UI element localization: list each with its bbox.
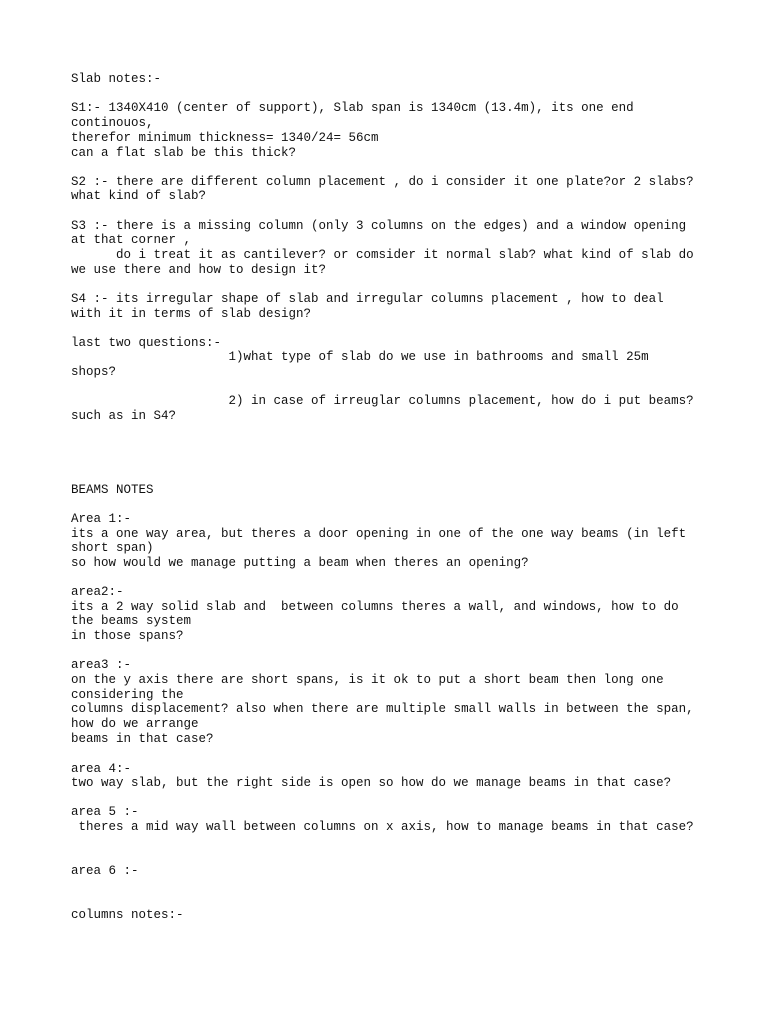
area-4-line-1: two way slab, but the right side is open so how do we manage beams in that case?: [71, 776, 672, 790]
question-2-line-2: such as in S4?: [71, 409, 177, 423]
s4-line-2: with it in terms of slab design?: [71, 307, 312, 321]
area-2-line-2: the beams system: [71, 614, 192, 628]
question-1-line-2: shops?: [71, 365, 117, 379]
area-3-line-1: on the y axis there are short spans, is it ok to put a short beam then long one: [71, 673, 664, 687]
question-1-line-1: 1)what type of slab do we use in bathrooms and small 25m: [71, 350, 649, 364]
slab-notes-heading: Slab notes:-: [71, 72, 162, 86]
last-questions-heading: last two questions:-: [71, 336, 222, 350]
area-2-heading: area2:-: [71, 585, 124, 599]
s1-line-3: therefor minimum thickness= 1340/24= 56cm: [71, 131, 379, 145]
area-3-line-3: columns displacement? also when there are multiple small walls in between the span,: [71, 702, 694, 716]
s1-line-1: S1:- 1340X410 (center of support), Slab span is 1340cm (13.4m), its one end: [71, 101, 634, 115]
area-2-line-1: its a 2 way solid slab and between columns theres a wall, and windows, how to do: [71, 600, 679, 614]
area-3-line-4: how do we arrange: [71, 717, 199, 731]
area-3-heading: area3 :-: [71, 658, 132, 672]
area-3-line-2: considering the: [71, 688, 184, 702]
s4-line-1: S4 :- its irregular shape of slab and irregular columns placement , how to deal: [71, 292, 664, 306]
beams-notes-heading: BEAMS NOTES: [71, 483, 154, 497]
area-1-line-1: its a one way area, but theres a door opening in one of the one way beams (in left: [71, 527, 687, 541]
s1-line-4: can a flat slab be this thick?: [71, 146, 297, 160]
area-4-heading: area 4:-: [71, 762, 132, 776]
s2-line-2: what kind of slab?: [71, 189, 207, 203]
area-6-heading: area 6 :-: [71, 864, 139, 878]
area-5-heading: area 5 :-: [71, 805, 139, 819]
s1-line-2: continouos,: [71, 116, 154, 130]
area-1-heading: Area 1:-: [71, 512, 132, 526]
s3-line-2: at that corner ,: [71, 233, 192, 247]
s2-line-1: S2 :- there are different column placement , do i consider it one plate?or 2 slabs?: [71, 175, 694, 189]
area-3-line-5: beams in that case?: [71, 732, 214, 746]
area-2-line-3: in those spans?: [71, 629, 184, 643]
s3-line-3: do i treat it as cantilever? or comsider it normal slab? what kind of slab do: [71, 248, 694, 262]
area-1-line-3: so how would we manage putting a beam when theres an opening?: [71, 556, 529, 570]
s3-line-1: S3 :- there is a missing column (only 3 columns on the edges) and a window opening: [71, 219, 687, 233]
columns-notes-heading: columns notes:-: [71, 908, 184, 922]
area-1-line-2: short span): [71, 541, 154, 555]
question-2-line-1: 2) in case of irreuglar columns placement, how do i put beams?: [71, 394, 694, 408]
area-5-line-1: theres a mid way wall between columns on x axis, how to manage beams in that case?: [71, 820, 694, 834]
s3-line-4: we use there and how to design it?: [71, 263, 327, 277]
